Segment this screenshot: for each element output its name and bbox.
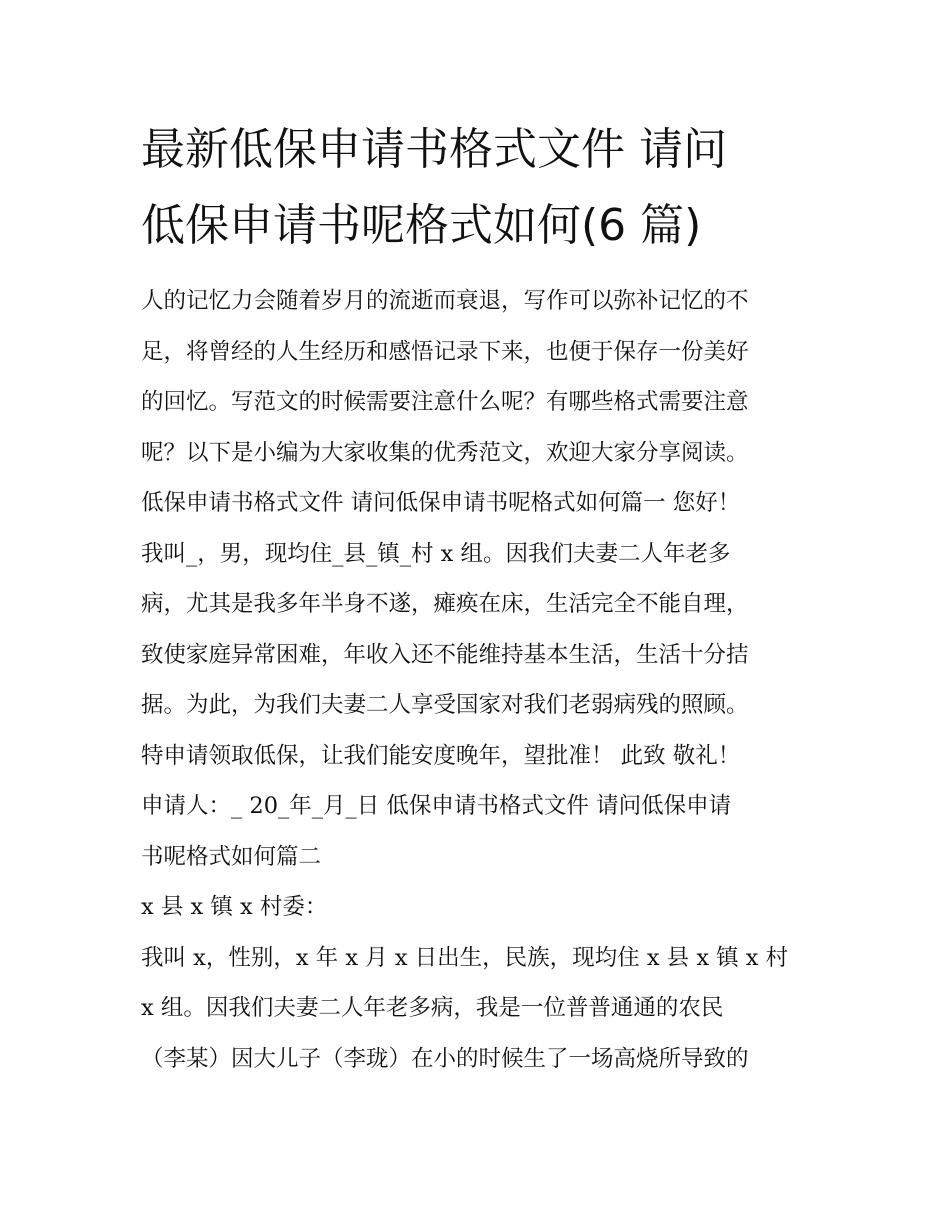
body-line: 我叫 x，性别，x 年 x 月 x 日出生，民族，现均住 x 县 x 镇 x 村 xyxy=(141,944,789,971)
body-line: （李某）因大儿子（李珑）在小的时候生了一场高烧所导致的 xyxy=(141,1045,749,1072)
document-body xyxy=(141,276,831,1084)
body-line: 低保申请书格式文件 请问低保申请书呢格式如何篇一 您好！ xyxy=(141,490,741,516)
title-line-2: 低保申请书呢格式如何(6 篇) xyxy=(141,200,702,251)
body-line: x 组。因我们夫妻二人年老多病，我是一位普普通通的农民 xyxy=(141,995,724,1021)
body-line: 的回忆。写范文的时候需要注意什么呢？有哪些格式需要注意 xyxy=(141,389,749,415)
body-line: 据。为此，为我们夫妻二人享受国家对我们老弱病残的照顾。 xyxy=(141,692,749,718)
document-title xyxy=(141,112,831,264)
body-line: 病，尤其是我多年半身不遂，瘫痪在床，生活完全不能自理， xyxy=(141,591,749,617)
body-line: 致使家庭异常困难，年收入还不能维持基本生活，生活十分拮 xyxy=(141,641,749,668)
body-line: 特申请领取低保，让我们能安度晚年，望批准！ 此致 敬礼！ xyxy=(141,742,741,769)
body-line: 呢？以下是小编为大家收集的优秀范文，欢迎大家分享阅读。 xyxy=(141,439,749,466)
body-line: 申请人：_ 20_年_月_日 低保申请书格式文件 请问低保申请 xyxy=(141,793,732,819)
title-line-1: 最新低保申请书格式文件 请问 xyxy=(141,124,727,175)
body-line: 我叫_，男，现均住_县_镇_村 x 组。因我们夫妻二人年老多 xyxy=(141,540,731,567)
body-line: 人的记忆力会随着岁月的流逝而衰退，写作可以弥补记忆的不 xyxy=(141,288,749,314)
body-line: 足，将曾经的人生经历和感悟记录下来，也便于保存一份美好 xyxy=(141,338,749,365)
body-line: 书呢格式如何篇二 xyxy=(141,843,322,870)
body-line: x 县 x 镇 x 村委： xyxy=(141,894,328,920)
